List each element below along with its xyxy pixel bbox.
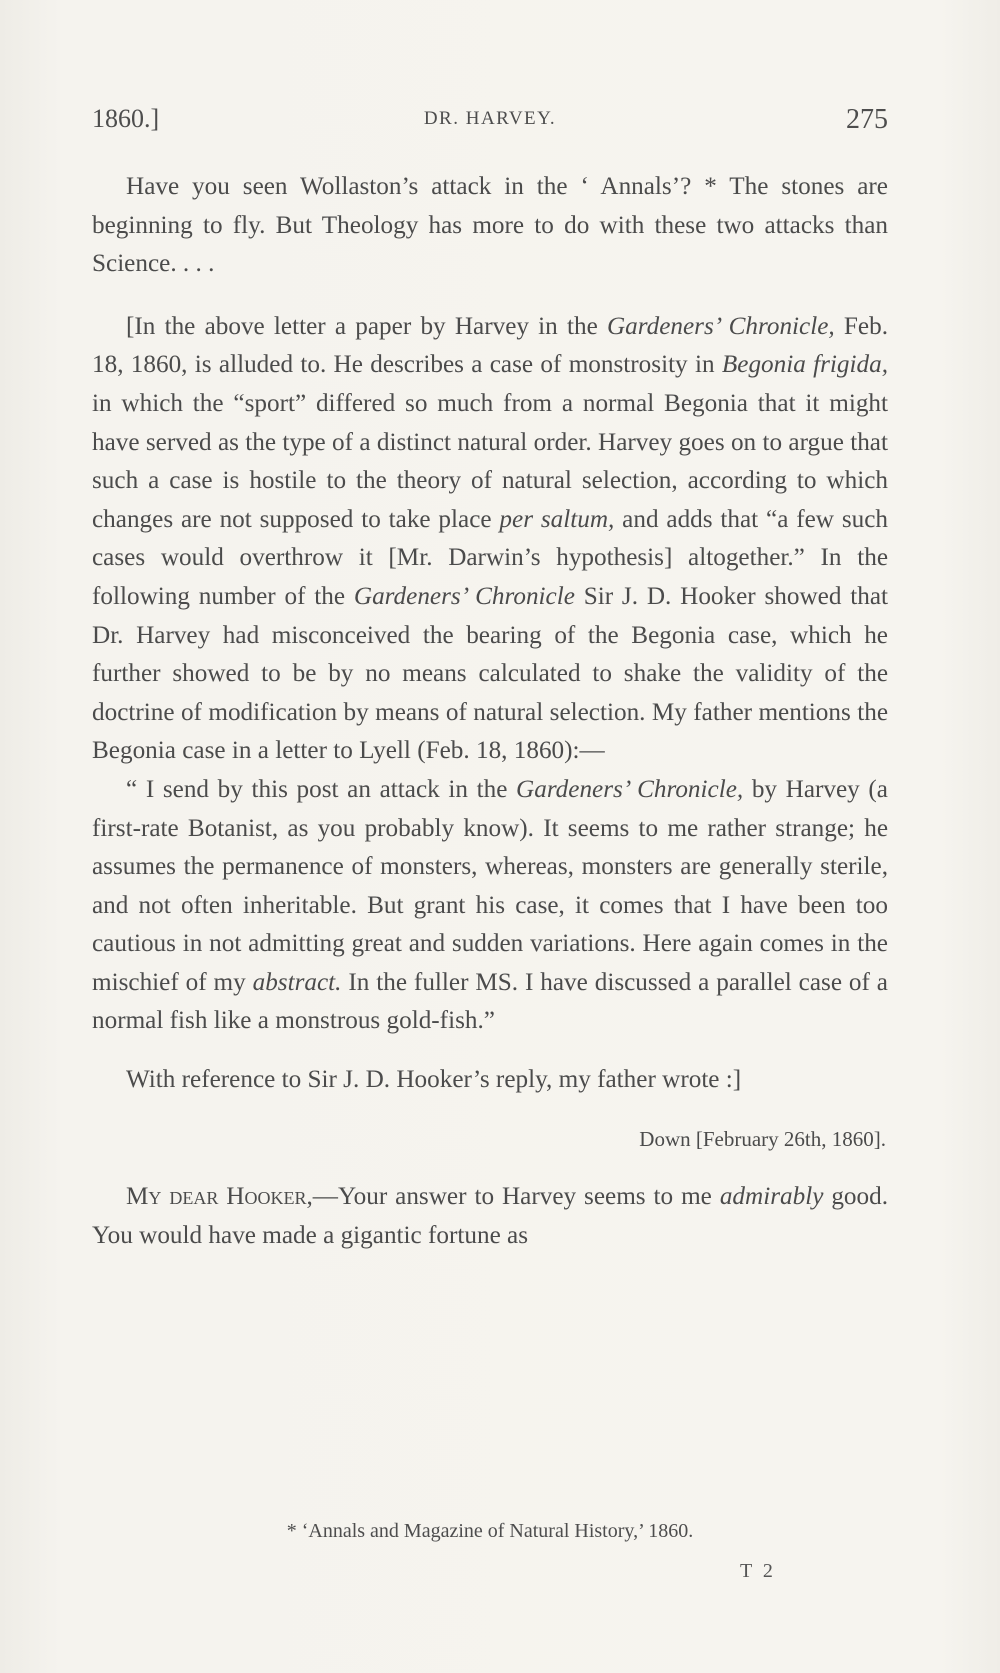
p3-italic-gardeners-chronicle: Gardeners’ Chronicle, (516, 775, 744, 803)
page-number: 275 (846, 104, 888, 135)
footnote: * ‘Annals and Magazine of Natural History,’ 1860. (286, 1520, 694, 1542)
p3-text-a: “ I send by this post an attack in the (126, 775, 517, 803)
paragraph-4-text: With reference to Sir J. D. Hooker’s reply, my father wrote :] (126, 1066, 742, 1094)
page-body (92, 168, 888, 1255)
signature-mark: T 2 (740, 1560, 776, 1582)
p2-italic-per-saltum: per saltum, (499, 505, 615, 533)
paragraph-1 (92, 168, 888, 284)
p2-text-e: in which the “sport” differed so much from a normal Begonia that it might have served as the type of a distinct natural order. Harvey goes on to argue that such a case is hostile to the theory of natural selection, according to which changes are not supposed to take place (92, 389, 888, 533)
p2-text-a: [In the above letter a paper by Harvey in the (126, 312, 607, 340)
p2-italic-begonia-frigida: Begonia frigida, (721, 351, 889, 379)
letter-text-a: —Your answer to Harvey seems to me (312, 1183, 720, 1211)
p2-italic-gardeners-chronicle: Gardeners’ Chronicle, (606, 312, 835, 340)
paragraph-1-text: Have you seen Wollaston’s attack in the ‘ Annals’? * The stones are beginning to fly. But Theology has more to do with these two attacks than Science. . . . (92, 173, 888, 278)
p3-italic-abstract: abstract. (252, 968, 342, 996)
p2-text-i: Sir J. D. Hooker showed that Dr. Harvey had misconceived the bearing of the Begonia case, which he further showed to be by no means calculated to shake the validity of the doctrine of modification by means of natural selection. My father mentions the Begonia case in a letter to Lyell (Feb. 18, 1860):— (92, 582, 889, 765)
header-year: 1860.] (92, 104, 160, 133)
running-header (92, 104, 888, 144)
letter-text-c: good. You would have made a gigantic fortune as (92, 1183, 888, 1249)
paragraph-4 (92, 1061, 888, 1100)
p2-text-g: and adds that “a few such cases would overthrow it [Mr. Darwin’s hypothesis] altogether.” In the following number of the (92, 505, 889, 610)
header-title: DR. HARVEY. (423, 108, 557, 129)
p3-text-c: by Harvey (a first-rate Botanist, as you probably know). It seems to me rather strange; he assumes the permanence of monsters, whereas, monsters are generally sterile, and not often inheritable. But grant his case, it comes that I have been too cautious in not admitting great and sudden variations. Here again comes in the mischief of my (92, 775, 888, 996)
letter-salutation: My dear Hooker, (126, 1183, 313, 1211)
p2-italic-gardeners-chronicle-2: Gardeners’ Chronicle (353, 582, 575, 610)
p2-text-c: Feb. 18, 1860, is alluded to. He describes a case of monstrosity in (92, 312, 888, 379)
paragraph-3-quote (92, 771, 888, 1041)
paragraph-2 (92, 308, 888, 771)
letter-italic-admirably: admirably (719, 1183, 824, 1211)
paragraph-5-letter (92, 1178, 888, 1255)
p3-text-e: In the fuller MS. I have discussed a parallel case of a normal fish like a monstrous gold-fish.” (92, 968, 888, 1035)
letter-dateline: Down [February 26th, 1860]. (639, 1126, 886, 1151)
